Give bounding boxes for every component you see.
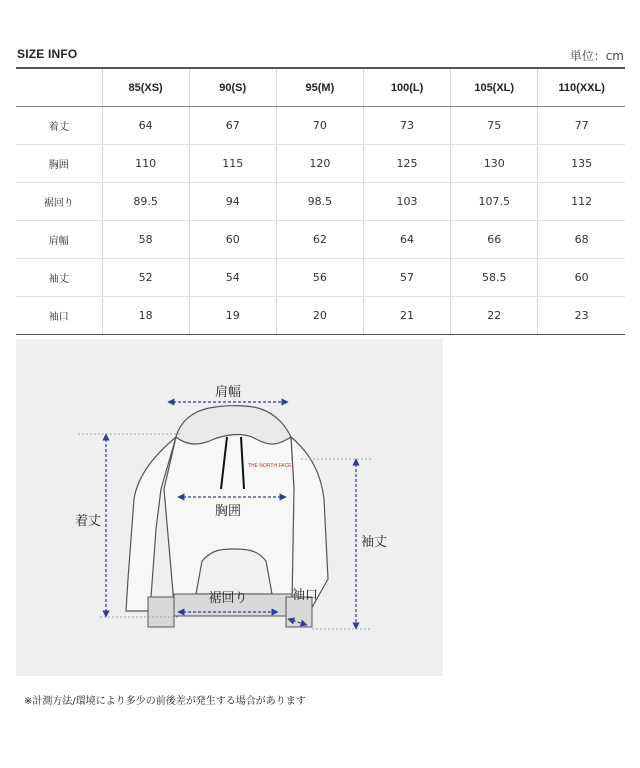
left-cuff [148, 597, 174, 627]
column-header: 95(M) [276, 68, 363, 107]
table-row [16, 107, 625, 145]
size-table [16, 67, 625, 335]
table-cell: 64 [363, 221, 450, 259]
table-cell: 66 [451, 221, 538, 259]
cuff-label: 袖口 [291, 588, 319, 603]
table-cell: 103 [363, 183, 450, 221]
row-label: 裾回り [16, 183, 102, 221]
table-row [16, 145, 625, 183]
table-cell: 19 [189, 297, 276, 335]
hoodie-diagram [16, 339, 443, 676]
table-cell: 98.5 [276, 183, 363, 221]
column-header: 90(S) [189, 68, 276, 107]
column-header [16, 68, 102, 107]
table-cell: 60 [538, 259, 625, 297]
table-cell: 67 [189, 107, 276, 145]
table-cell: 58.5 [451, 259, 538, 297]
table-cell: 23 [538, 297, 625, 335]
measurement-diagram [16, 339, 443, 676]
table-cell: 58 [102, 221, 189, 259]
table-cell: 60 [189, 221, 276, 259]
size-info-title: SIZE INFO [17, 47, 78, 61]
table-cell: 18 [102, 297, 189, 335]
table-cell: 70 [276, 107, 363, 145]
table-cell: 130 [451, 145, 538, 183]
column-header: 110(XXL) [538, 68, 625, 107]
table-cell: 22 [451, 297, 538, 335]
table-cell: 56 [276, 259, 363, 297]
brand-logo: THE NORTH FACE [248, 463, 292, 469]
table-cell: 64 [102, 107, 189, 145]
table-cell: 75 [451, 107, 538, 145]
table-cell: 107.5 [451, 183, 538, 221]
table-row [16, 183, 625, 221]
table-cell: 73 [363, 107, 450, 145]
hem-label: 裾回り [208, 591, 248, 606]
table-cell: 94 [189, 183, 276, 221]
shoulder-label: 肩幅 [214, 385, 242, 400]
table-header-row [16, 68, 625, 107]
sleeve-label: 袖丈 [360, 535, 388, 550]
chest-label: 胸囲 [214, 504, 242, 519]
unit-label: 単位：cm [569, 49, 624, 63]
table-cell: 89.5 [102, 183, 189, 221]
table-cell: 68 [538, 221, 625, 259]
kangaroo-pocket [196, 549, 272, 594]
table-cell: 77 [538, 107, 625, 145]
table-row [16, 259, 625, 297]
table-cell: 54 [189, 259, 276, 297]
row-label: 着丈 [16, 107, 102, 145]
table-cell: 57 [363, 259, 450, 297]
table-cell: 112 [538, 183, 625, 221]
table-cell: 20 [276, 297, 363, 335]
column-header: 105(XL) [451, 68, 538, 107]
table-cell: 120 [276, 145, 363, 183]
column-header: 85(XS) [102, 68, 189, 107]
length-label: 着丈 [74, 514, 102, 529]
table-cell: 21 [363, 297, 450, 335]
table-cell: 115 [189, 145, 276, 183]
table-row [16, 297, 625, 335]
table-cell: 62 [276, 221, 363, 259]
measurement-note: ※計測方法/環境により多少の前後差が発生する場合があります [24, 696, 306, 707]
column-header: 100(L) [363, 68, 450, 107]
row-label: 袖口 [16, 297, 102, 335]
row-label: 袖丈 [16, 259, 102, 297]
row-label: 胸囲 [16, 145, 102, 183]
row-label: 肩幅 [16, 221, 102, 259]
table-cell: 125 [363, 145, 450, 183]
table-cell: 110 [102, 145, 189, 183]
table-row [16, 221, 625, 259]
table-cell: 52 [102, 259, 189, 297]
table-cell: 135 [538, 145, 625, 183]
